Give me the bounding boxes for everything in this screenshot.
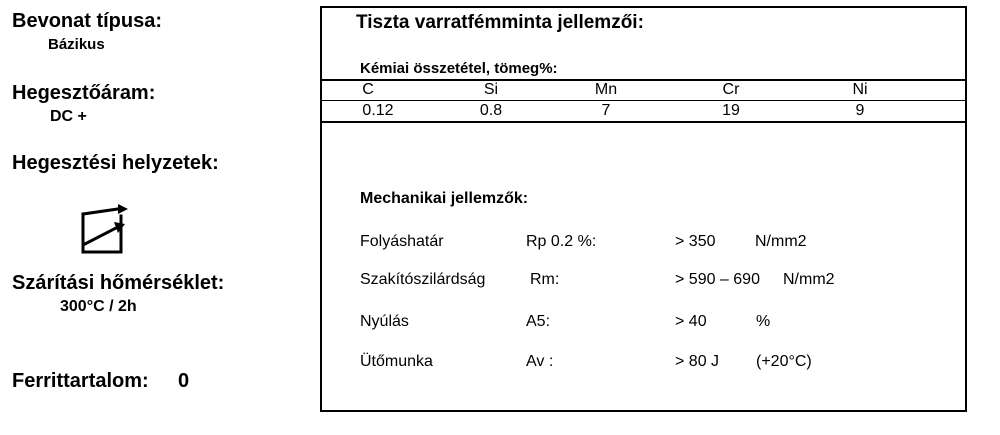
mech-row-unit: (+20°C) (756, 353, 812, 370)
chem-value-ni: 9 (855, 102, 865, 119)
mech-row-unit: N/mm2 (755, 233, 807, 250)
chem-header-mn: Mn (594, 81, 618, 98)
chem-value-cr: 19 (722, 102, 740, 119)
chem-header-cr: Cr (722, 81, 740, 98)
coating-type-label: Bevonat típusa: (12, 10, 163, 32)
welding-positions-icon (76, 202, 132, 258)
mechanical-properties-heading: Mechanikai jellemzők: (360, 190, 529, 207)
chem-header-si: Si (483, 81, 499, 98)
mech-row-unit: N/mm2 (783, 271, 835, 288)
mech-row-symbol: Rp 0.2 %: (526, 233, 597, 250)
mech-row-unit: % (756, 313, 771, 330)
panel-title: Tiszta varratfémminta jellemzői: (356, 12, 644, 33)
mech-row-value: > 80 J (675, 353, 720, 370)
mech-row-symbol: Rm: (530, 271, 560, 288)
chem-value-c: 0.12 (362, 102, 394, 119)
mech-row-name: Ütőmunka (360, 353, 433, 370)
mech-row-symbol: Av : (526, 353, 554, 370)
ferrite-content-value: 0 (178, 370, 190, 392)
mech-row-value: > 350 (675, 233, 716, 250)
mech-row-value: > 590 – 690 (675, 271, 760, 288)
drying-temperature-value: 300°C / 2h (60, 298, 137, 315)
ferrite-content-label: Ferrittartalom: (12, 370, 149, 392)
mech-row-symbol: A5: (526, 313, 551, 330)
chem-value-mn: 7 (601, 102, 611, 119)
chem-table-middle-rule (320, 100, 967, 101)
mech-row-name: Nyúlás (360, 313, 409, 330)
chemical-composition-heading: Kémiai összetétel, tömeg%: (360, 60, 558, 77)
mech-row-name: Szakítószilárdság (360, 271, 486, 288)
mech-row-name: Folyáshatár (360, 233, 444, 250)
mech-row-value: > 40 (675, 313, 707, 330)
welding-current-value: DC + (50, 108, 87, 125)
chem-header-ni: Ni (852, 81, 868, 98)
coating-type-value: Bázikus (48, 36, 105, 53)
chem-header-c: C (362, 81, 374, 98)
welding-current-label: Hegesztőáram: (12, 82, 156, 104)
welding-positions-label: Hegesztési helyzetek: (12, 152, 219, 174)
chem-table-bottom-rule (320, 121, 967, 123)
drying-temperature-label: Szárítási hőmérséklet: (12, 272, 225, 294)
chem-value-si: 0.8 (479, 102, 503, 119)
